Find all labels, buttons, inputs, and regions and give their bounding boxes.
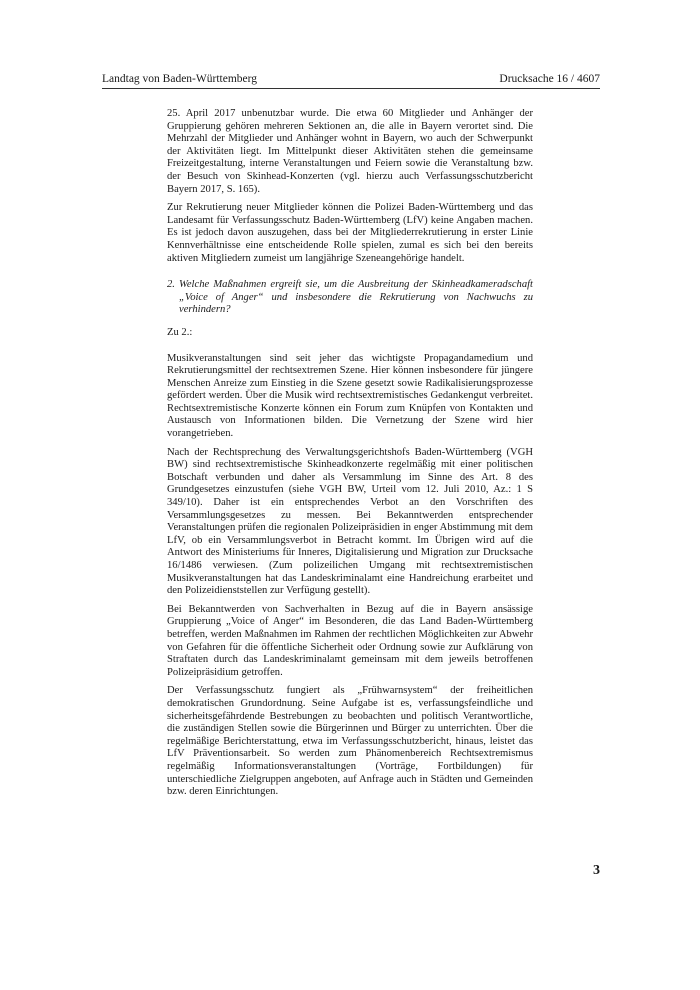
header-parliament: Landtag von Baden-Württemberg bbox=[102, 73, 257, 85]
page-header bbox=[102, 72, 600, 86]
paragraph-6: Der Verfassungsschutz fungiert als „Frühwarnsystem“ der freiheitlichen demokratischen Grundordnung. Seine Aufgabe ist es, verfassungsfeindliche und sicherheitsgefährdende Bestrebungen zu beobachten und politisch Verantwortliche, die zuständigen Stellen sowie die Bürgerinnen und Bürger zu unterrichten. Über die regelmäßige Berichterstattung, etwa im Verfassungsschutzbericht, hinaus, leistet das LfV Präventionsarbeit. So werden zum Phänomenbereich Rechtsextremismus regelmäßig Informationsveranstaltungen (Vorträge, Fortbildungen) für unterschiedliche Zielgruppen angeboten, auf Anfrage auch in Städten und Gemeinden bzw. deren Einrichtungen. bbox=[167, 685, 533, 798]
question-2 bbox=[167, 279, 533, 317]
paragraph-3: Musikveranstaltungen sind seit jeher das wichtigste Propagandamedium und Rekrutierungsmittel der rechtsextremen Szene. Hier können insbesondere für jüngere Menschen Anreize zum Einstieg in die Szene gesetzt sowie Radikalisierungsprozesse gefördert werden. Über die Musik wird rechtsextremistisches Gedankengut verbreitet. Rechtsextremistische Konzerte können ein Forum zum Knüpfen von Kontakten und Austausch von Informationen bilden. Die Vernetzung der Szene wird hier vorangetrieben. bbox=[167, 352, 533, 440]
paragraph-4: Nach der Rechtsprechung des Verwaltungsgerichtshofs Baden-Württemberg (VGH BW) sind rechtsextremistische Skinheadkonzerte regelmäßig mit einer politischen Botschaft verbunden und daher als Versammlung im Sinne des Art. 8 des Grundgesetzes einzustufen (siehe VGH BW, Urteil vom 12. Juli 2010, Az.: 1 S 349/10). Daher ist ein entsprechendes Verbot an den Vorschriften des Versammlungsgesetzes zu messen. Bei Bekanntwerden entsprechender Veranstaltungen prüfen die regionalen Polizeipräsidien in enger Abstimmung mit dem LfV, ob ein Versammlungsverbot in Betracht kommt. Im Übrigen wird auf die Antwort des Ministeriums für Inneres, Digitalisierung und Migration zur Drucksache 16/1486 verwiesen. (Zum polizeilichen Umgang mit rechtsextremistischen Musikveranstaltungen hat das Landeskriminalamt eine Handreichung erarbeitet und den Polizeidienststellen zur Verfügung gestellt). bbox=[167, 446, 533, 597]
header-document-number: Drucksache 16 / 4607 bbox=[499, 73, 600, 85]
header-rule bbox=[102, 88, 600, 89]
paragraph-5: Bei Bekanntwerden von Sachverhalten in Bezug auf die in Bayern ansässige Gruppierung „Voice of Anger“ im Besonderen, die das Land Baden-Württemberg betreffen, werden Maßnahmen im Rahmen der rechtlichen Möglichkeiten zur Abwehr von Gefahren für die öffentliche Sicherheit oder Ordnung sowie zur Aufklärung von Straftaten durch das Landeskriminalamt gemeinsam mit dem jeweils betroffenen Polizeipräsidium getroffen. bbox=[167, 603, 533, 678]
page-number: 3 bbox=[593, 863, 600, 878]
answer-heading: Zu 2.: bbox=[167, 326, 193, 338]
paragraph-2: Zur Rekrutierung neuer Mitglieder können die Polizei Baden-Württemberg und das Landesamt für Verfassungsschutz Baden-Württemberg (LfV) keine Angaben machen. Es ist jedoch davon auszugehen, dass bei der Mitgliederrekrutierung in erster Linie Kennverhältnisse eine entscheidende Rolle spielen, zumal es sich bei den bereits aktiven Mitgliedern zumeist um langjährige Szeneangehörige handelt. bbox=[167, 202, 533, 264]
document-body bbox=[167, 108, 533, 805]
question-text: Welche Maßnahmen ergreift sie, um die Ausbreitung der Skinheadkameradschaft „Voice of Anger“ und insbesondere die Rekrutierung von Nachwuchs zu verhindern? bbox=[179, 279, 533, 316]
question-number: 2. bbox=[167, 279, 175, 291]
paragraph-1: 25. April 2017 unbenutzbar wurde. Die etwa 60 Mitglieder und Anhänger der Gruppierung gehören mehreren Sektionen an, die alle in Bayern verortet sind. Die Mehrzahl der Mitglieder und Anhänger wohnt in Bayern, wo auch der Schwerpunkt der Aktivitäten liegt. Im Mittelpunkt dieser Aktivitäten stehen die gemeinsame Freizeitgestaltung, interne Veranstaltungen und Feiern sowie die Veranstaltung bzw. der Besuch von Skinhead-Konzerten (vgl. hierzu auch Verfassungsschutzbericht Bayern 2017, S. 165). bbox=[167, 108, 533, 195]
